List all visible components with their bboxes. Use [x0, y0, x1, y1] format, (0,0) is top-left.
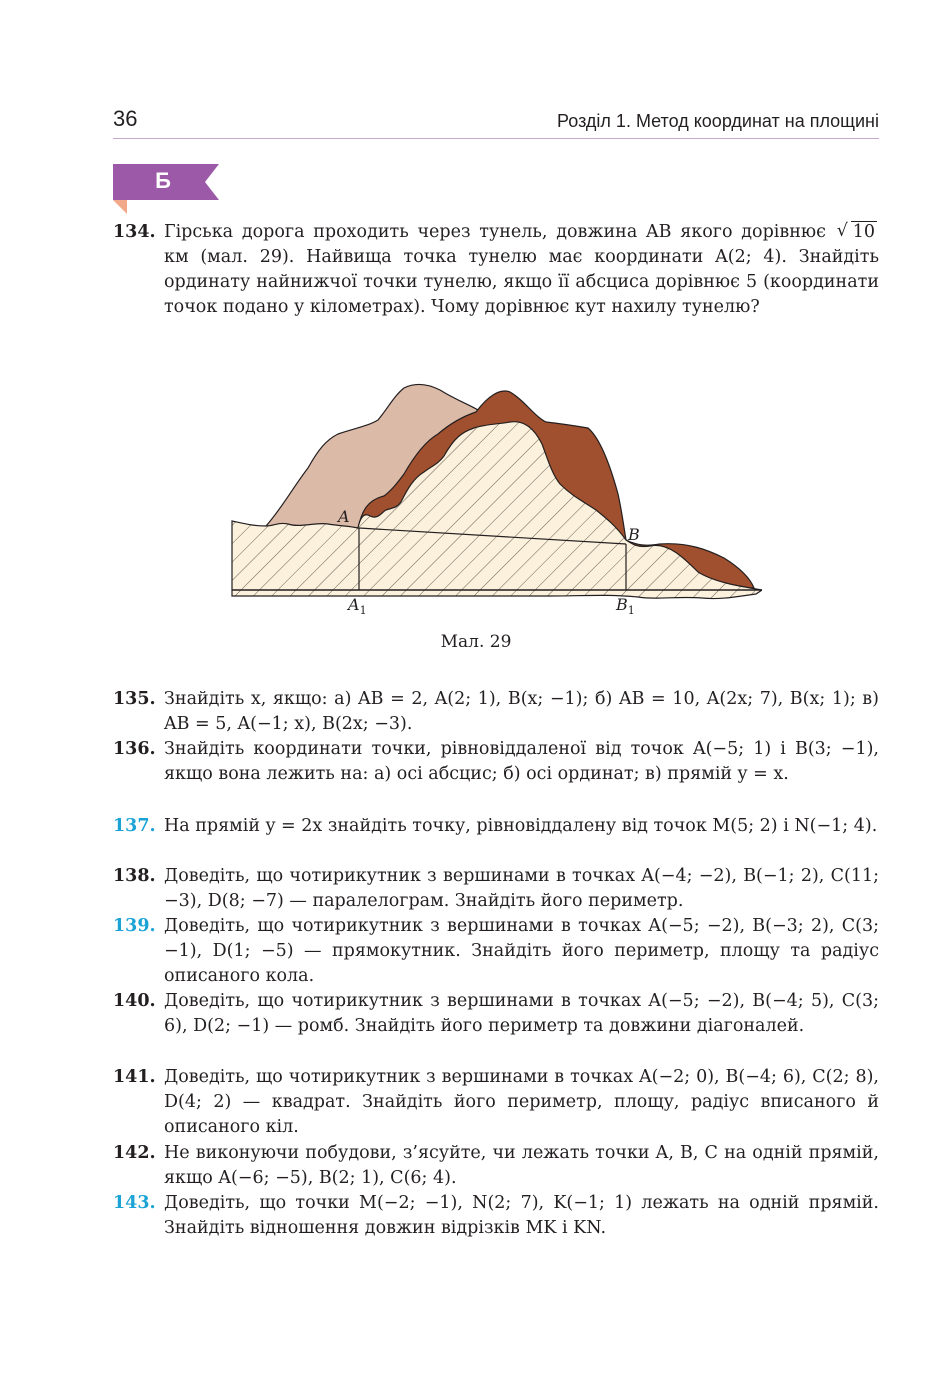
problem-number: 139.	[113, 916, 156, 936]
radicand: 10	[852, 222, 875, 242]
problem-134	[113, 220, 879, 320]
figure-caption: Мал. 29	[440, 632, 512, 652]
label-b: B	[628, 525, 640, 544]
figure-29	[228, 382, 762, 618]
problem-138	[113, 864, 879, 914]
problem-number: 141.	[113, 1067, 156, 1087]
badge-tail	[113, 200, 127, 214]
text-after-root: км (мал. 29). Найвища точка тунелю має координати A(2; 4). Знайдіть ординату найнижчої точки тунелю, якщо її абсциса дорівнює 5 (координати точок подано у кілометрах). Чому дорівнює кут нахилу тунелю?	[164, 247, 879, 317]
problem-text: Не виконуючи побудови, з’ясуйте, чи лежать точки A, B, C на одній прямій, якщо A(−6; −5), B(2; 1), C(6; 4).	[164, 1143, 879, 1188]
problem-number: 134.	[113, 222, 156, 242]
problem-number: 137.	[113, 816, 156, 836]
text-before-root: Гірська дорога проходить через тунель, довжина AB якого дорівнює	[164, 222, 826, 242]
label-a: A	[338, 507, 350, 526]
problem-text: Знайдіть координати точки, рівновіддаленої від точок A(−5; 1) і B(3; −1), якщо вона лежить на: а) осі абсцис; б) осі ординат; в) прямій y = x.	[164, 739, 879, 784]
problem-139	[113, 914, 879, 989]
problem-number: 142.	[113, 1143, 156, 1163]
problem-text: Знайдіть x, якщо: а) AB = 2, A(2; 1), B(x; −1); б) AB = 10, A(2x; 7), B(x; 1); в) AB = 5, A(−1; x), B(2x; −3).	[164, 689, 879, 734]
problem-text: Доведіть, що чотирикутник з вершинами в точках A(−4; −2), B(−1; 2), C(11; −3), D(8; −7) — паралелограм. Знайдіть його периметр.	[164, 866, 879, 911]
problem-text: На прямій y = 2x знайдіть точку, рівновіддалену від точок M(5; 2) і N(−1; 4).	[164, 816, 878, 836]
problem-text: Доведіть, що чотирикутник з вершинами в точках A(−5; −2), B(−4; 5), C(3; 6), D(2; −1) — ромб. Знайдіть його периметр та довжини діагоналей.	[164, 991, 879, 1036]
problem-text	[164, 220, 879, 320]
page-header	[113, 104, 879, 139]
label-b1-letter: B	[616, 595, 628, 614]
square-root	[837, 220, 877, 245]
problem-141	[113, 1065, 879, 1140]
problem-text: Доведіть, що чотирикутник з вершинами в точках A(−2; 0), B(−4; 6), C(2; 8), D(4; 2) — квадрат. Знайдіть його периметр, площу, радіус вписаного й описаного кіл.	[164, 1067, 879, 1137]
label-a1-sub: 1	[359, 604, 367, 617]
problem-137	[113, 814, 879, 839]
problem-142	[113, 1141, 879, 1191]
problem-number: 135.	[113, 689, 156, 709]
label-a1	[346, 595, 367, 617]
problem-text: Доведіть, що точки M(−2; −1), N(2; 7), K(−1; 1) лежать на одній прямій. Знайдіть відношення довжин відрізків MK і KN.	[164, 1193, 879, 1238]
problem-135	[113, 687, 879, 737]
label-b1	[615, 595, 635, 617]
label-a1-letter: A	[348, 595, 360, 614]
problem-140	[113, 989, 879, 1039]
problem-text: Доведіть, що чотирикутник з вершинами в точках A(−5; −2), B(−3; 2), C(3; −1), D(1; −5) — прямокутник. Знайдіть його периметр, площу та радіус описаного кола.	[164, 916, 879, 986]
problem-number: 143.	[113, 1193, 156, 1213]
problem-number: 136.	[113, 739, 156, 759]
problem-number: 140.	[113, 991, 156, 1011]
problem-number: 138.	[113, 866, 156, 886]
problem-143	[113, 1191, 879, 1241]
running-head: Розділ 1. Метод координат на площині	[557, 111, 879, 131]
radical-sign-icon: √	[836, 221, 848, 241]
problem-136	[113, 737, 879, 787]
page-number: 36	[113, 106, 138, 131]
label-b1-sub: 1	[627, 604, 635, 617]
level-label: Б	[155, 168, 171, 193]
